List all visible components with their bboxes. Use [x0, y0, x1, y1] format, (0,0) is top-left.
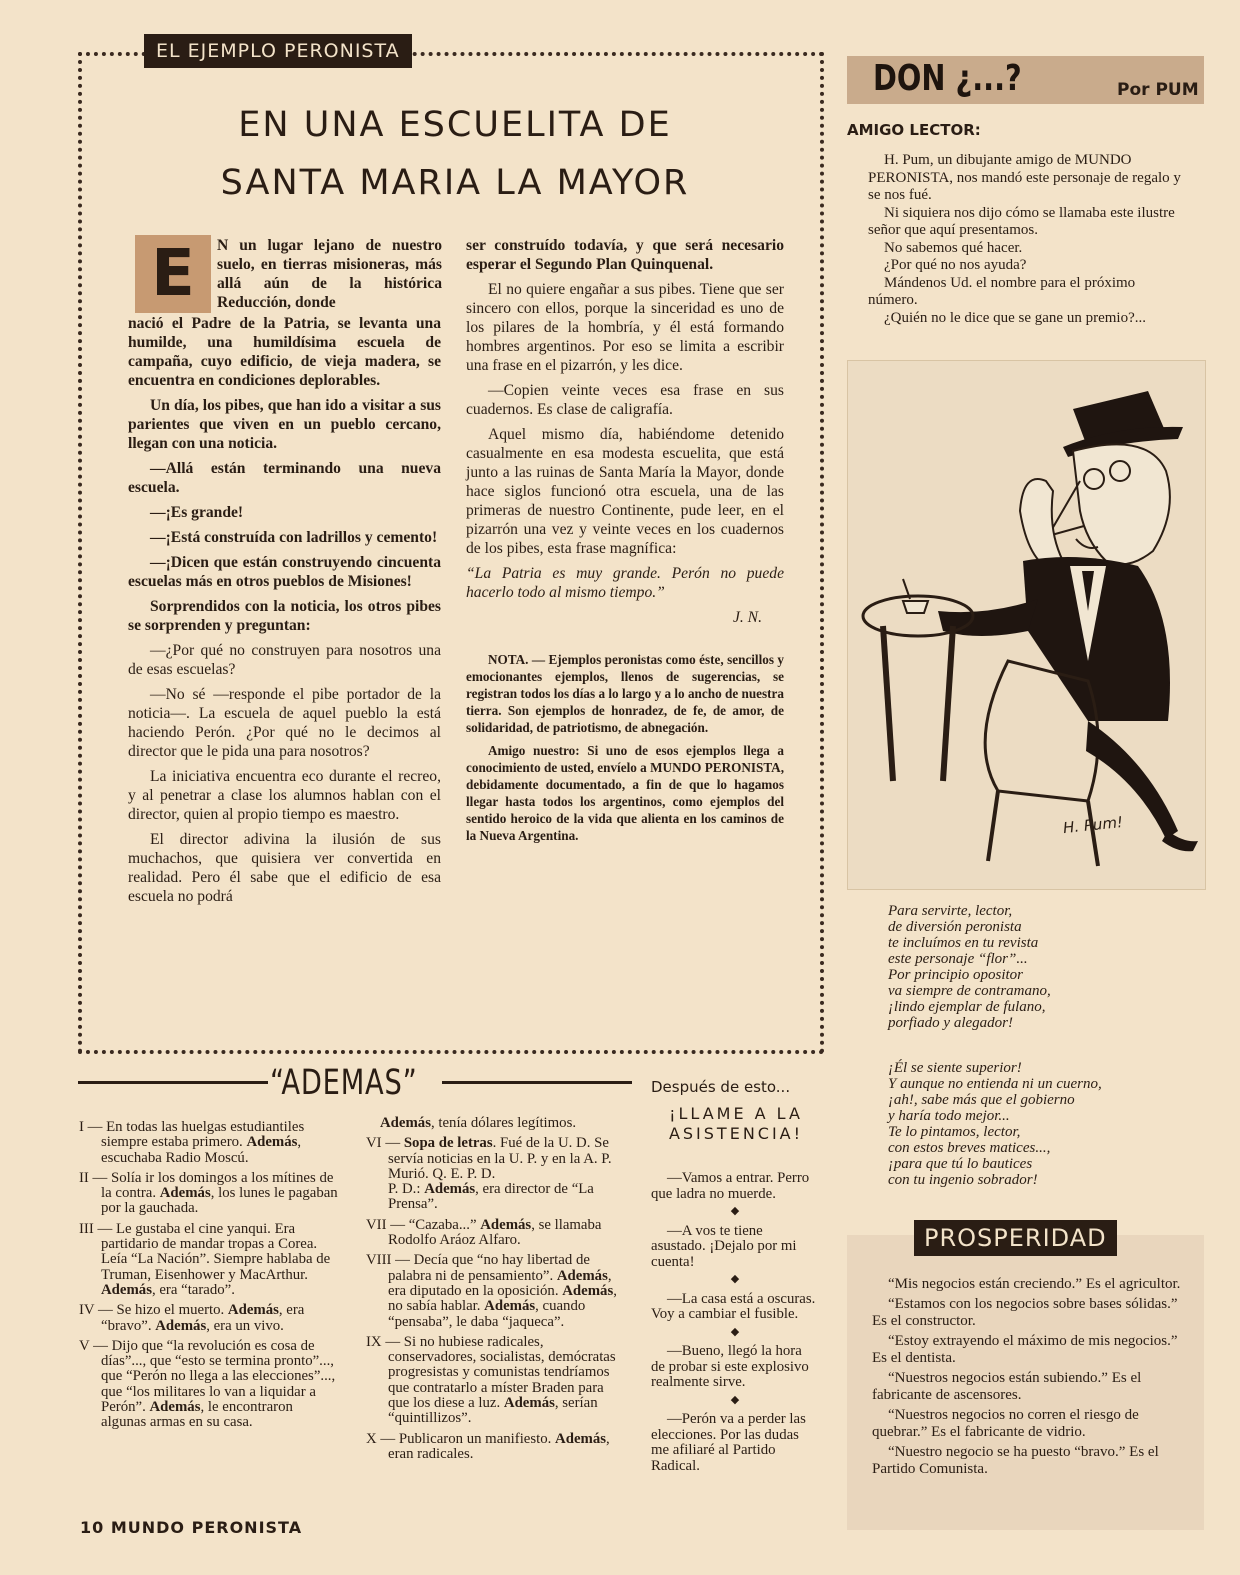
ademas-item: IX — Si no hubiese radicales, conservadores, socialistas, demócratas progresistas y comunistas tendríamos que contratarlo a míster Braden para que los diese a luz. Además, serían “quintillizos”. [366, 1333, 616, 1427]
prosperidad-item: “Nuestro negocio se ha puesto “bravo.” Es el Partido Comunista. [872, 1444, 1159, 1477]
ademas-item: III — Le gustaba el cine yanqui. Era partidario de mandar tropas a Corea. Leía “La Nación”. Siempre hablaba de Truman, Eisenhower y MacArthur. Además, era “tarado”. [79, 1220, 331, 1298]
asistencia-line: —Perón va a perder las elecciones. Por las dudas me afiliaré al Partido Radical. [651, 1411, 806, 1474]
ademas-item: VI — Sopa de letras. Fué de la U. D. Se servía noticias en la U. P. y en la A. P. Murió. Q. E. P. D. P. D.: Además, era director de “La Prensa”. [366, 1135, 612, 1213]
article-column-left [128, 314, 441, 912]
asistencia-text [651, 1171, 819, 1476]
don-paragraph: ¿Por qué no nos ayuda? [884, 257, 1027, 273]
verse-line: este personaje “flor”... [888, 951, 1028, 967]
prosperidad-item: “Nuestros negocios no corren el riesgo de quebrar.” Es el fabricante de vidrio. [872, 1407, 1139, 1440]
article-paragraph: nació el Padre de la Patria, se levanta una humilde, una humildísima escuela de campaña, cuyo edificio, de vieja madera, se encuentra en condiciones deplorables. [128, 315, 441, 389]
don-paragraph: H. Pum, un dibujante amigo de MUNDO PERONISTA, nos mandó este personaje de regalo y se nos fué. [868, 152, 1181, 203]
headline-line-1: EN UNA ESCUELITA DE [238, 105, 672, 145]
prosperidad-text [872, 1276, 1192, 1481]
ademas-item: V — Dijo que “la revolución es cosa de días”..., que “esto se termina pronto”..., que “Perón no llega a las elecciones”..., que “los militares lo van a liquidar a Perón”. Además, le encontraron algunas armas en su casa. [79, 1337, 336, 1431]
don-title: DON ¿...? [873, 58, 1022, 99]
article-quote: “La Patria es muy grande. Perón no puede hacerlo todo al mismo tiempo.” [466, 565, 784, 601]
article-paragraph: —¡Está construída con ladrillos y cemento! [150, 529, 438, 546]
asistencia-line: —La casa está a oscuras. Voy a cambiar el fusible. [651, 1290, 816, 1322]
don-paragraph: ¿Quién no le dice que se gane un premio?... [884, 309, 1146, 326]
artist-signature: H. Pum! [1062, 812, 1124, 838]
article-note-appeal: Amigo nuestro: Si uno de esos ejemplos llega a conocimiento de usted, envíelo a MUNDO PERONISTA, debidamente documentado, a fin de que lo hagamos llegar hasta todos los argentinos, como ejemplos del sentido heroico de la vida que alienta en los caminos de la Nueva Argentina. [466, 743, 784, 843]
article-paragraph: La iniciativa encuentra eco durante el recreo, y al penetrar a clase los alumnos hablan con el director, quien al propio tiempo es maestro. [128, 768, 441, 823]
prosperidad-title: PROSPERIDAD [914, 1220, 1117, 1256]
don-paragraph: Mándenos Ud. el nombre para el próximo número. [868, 274, 1136, 308]
verse-line: con tu ingenio sobrador! [888, 1172, 1038, 1188]
article-paragraph: Aquel mismo día, habiéndome detenido casualmente en esa modesta escuelita, que está junto a las ruinas de Santa María la Mayor, donde hace siglos funcionó otra escuela, una de las primeras de nuestro Continente, pude leer, en el pizarrón una vez y veinte veces en los cuadernos de los pibes, esta frase magnífica: [466, 426, 784, 557]
page-folio: 10 MUNDO PERONISTA [80, 1518, 303, 1537]
ademas-column-middle [366, 1116, 628, 1467]
verse-line: Y aunque no entienda ni un cuerno, [888, 1076, 1102, 1092]
article-paragraph: —No sé —responde el pibe portador de la noticia—. La escuela de aquel pueblo la está haciendo Perón. ¿Por qué no le decimos al director que le pida una para nosotros? [128, 686, 441, 760]
prosperidad-item: “Estamos con los negocios sobre bases sólidas.” Es el constructor. [872, 1296, 1178, 1329]
don-verse-1 [888, 903, 1188, 1031]
ademas-item-continued: Además, tenía dólares legítimos. [380, 1115, 577, 1131]
ademas-item: II — Solía ir los domingos a los mítines de la contra. Además, los lunes le pagaban por la gauchada. [79, 1169, 338, 1217]
article-paragraph: N un lugar lejano de nuestro suelo, en tierras misioneras, más allá aún de la histórica Reducción, donde [217, 237, 442, 311]
diamond-separator: ◆ [730, 1205, 740, 1217]
prosperidad-item: “Mis negocios están creciendo.” Es el agricultor. [888, 1276, 1181, 1292]
asistencia-line: —Vamos a entrar. Perro que ladra no muerde. [651, 1170, 810, 1202]
verse-line: ¡ah!, sabe más que el gobierno [888, 1092, 1075, 1108]
don-text [868, 152, 1184, 327]
article-signature: J. N. [732, 609, 762, 626]
ademas-item: IV — Se hizo el muerto. Además, era “bravo”. Además, era un vivo. [79, 1302, 305, 1334]
ademas-item: VII — “Cazaba...” Además, se llamaba Rodolfo Aráoz Alfaro. [366, 1216, 602, 1249]
asistencia-headline: ¡LLAME A LA ASISTENCIA! [668, 1104, 804, 1143]
ademas-item: X — Publicaron un manifiesto. Además, eran radicales. [366, 1430, 610, 1462]
article-paragraph: Un día, los pibes, que han ido a visitar a sus parientes que viven en un pueblo cercano, llegan con una noticia. [128, 397, 441, 452]
ademas-rule-right [442, 1081, 632, 1084]
ademas-rule-left [78, 1081, 268, 1084]
article-paragraph: ser construído todavía, y que será necesario esperar el Segundo Plan Quinquenal. [466, 237, 784, 273]
diamond-separator: ◆ [730, 1393, 740, 1406]
headline-line-2: SANTA MARIA LA MAYOR [220, 163, 690, 203]
article-paragraph: Sorprendidos con la noticia, los otros pibes se sorprenden y preguntan: [128, 598, 441, 634]
verse-line: ¡para que tú lo bautices [888, 1156, 1033, 1172]
article-paragraph: El director adivina la ilusión de sus muchachos, que quisiera ver convertida en realidad. Pero él sabe que el edificio de esa escuela no podrá [128, 831, 441, 905]
asistencia-line: —Bueno, llegó la hora de probar si este explosivo realmente sirve. [651, 1343, 809, 1390]
article-note: NOTA. — Ejemplos peronistas como éste, sencillos y emocionantes ejemplos, llenos de sugerencias, se registran todos los días a lo largo y a lo ancho de nuestra tierra. Son ejemplos de honradez, de fe, de amor, de solidaridad, de patriotismo, de abnegación. [466, 652, 784, 735]
asistencia-line: —A vos te tiene asustado. ¡Dejalo por mi cuenta! [651, 1222, 797, 1270]
prosperidad-item: “Nuestros negocios están subiendo.” Es el fabricante de ascensores. [872, 1370, 1142, 1403]
verse-line: de diversión peronista [888, 919, 1022, 935]
ademas-item: VIII — Decía que “no hay libertad de palabra ni de pensamiento”. Además, era diputado en la oposición. Además, no sabía hablar. Además, cuando “pensaba”, le daba “jaqueca”. [366, 1252, 617, 1330]
ademas-item: I — En todas las huelgas estudiantiles siempre estaba primero. Además, escuchaba Radio Moscú. [79, 1119, 305, 1166]
ademas-title: “ADEMAS” [270, 1063, 418, 1103]
article-paragraph: —Copien veinte veces esa frase en sus cuadernos. Es clase de caligrafía. [466, 382, 784, 418]
verse-line: va siempre de contramano, [888, 983, 1051, 999]
caricature-drawing [848, 361, 1205, 889]
drop-cap: E [135, 235, 211, 313]
verse-line: Por principio opositor [888, 967, 1024, 983]
verse-line: y haría todo mejor... [888, 1108, 1010, 1124]
article-paragraph: El no quiere engañar a sus pibes. Tiene que ser sincero con ellos, porque la sinceridad es uno de los pilares de la hombría, y él está formando hombres argentinos. Por eso se limita a escribir una frase en el pizarrón, y les dice. [466, 281, 784, 374]
verse-line: con estos breves matices..., [888, 1140, 1051, 1156]
verse-line: Te lo pintamos, lector, [888, 1124, 1021, 1140]
verse-line: porfiado y alegador! [888, 1015, 1013, 1031]
article-headline [160, 96, 750, 212]
ademas-column-left [79, 1120, 341, 1436]
verse-line: ¡Él se siente superior! [888, 1060, 1022, 1076]
article-paragraph: —¡Dicen que están construyendo cincuenta escuelas más en otros pueblos de Misiones! [128, 554, 441, 590]
article-paragraph: —¡Es grande! [150, 504, 244, 521]
verse-line: Para servirte, lector, [888, 903, 1013, 919]
prosperidad-item: “Estoy extrayendo el máximo de mis negocios.” Es el dentista. [872, 1333, 1178, 1366]
article-paragraph: —¿Por qué no construyen para nosotros una de esas escuelas? [128, 642, 441, 678]
diamond-separator: ◆ [730, 1325, 740, 1338]
don-paragraph: No sabemos qué hacer. [884, 239, 1023, 256]
article-column-right [466, 236, 784, 850]
article-intro-top [217, 236, 442, 318]
don-verse-2 [888, 1060, 1188, 1188]
verse-line: te incluímos en tu revista [888, 935, 1039, 951]
asistencia-kicker: Después de esto... [651, 1078, 791, 1096]
don-greeting: AMIGO LECTOR: [847, 121, 981, 139]
section-tag: EL EJEMPLO PERONISTA [144, 34, 412, 68]
caricature-illustration [847, 360, 1206, 890]
don-byline: Por PUM [1117, 80, 1199, 100]
diamond-separator: ◆ [730, 1273, 740, 1285]
article-paragraph: —Allá están terminando una nueva escuela. [128, 460, 441, 496]
verse-line: ¡lindo ejemplar de fulano, [888, 999, 1046, 1015]
don-paragraph: Ni siquiera nos dijo cómo se llamaba este ilustre señor que aquí presentamos. [868, 204, 1175, 238]
